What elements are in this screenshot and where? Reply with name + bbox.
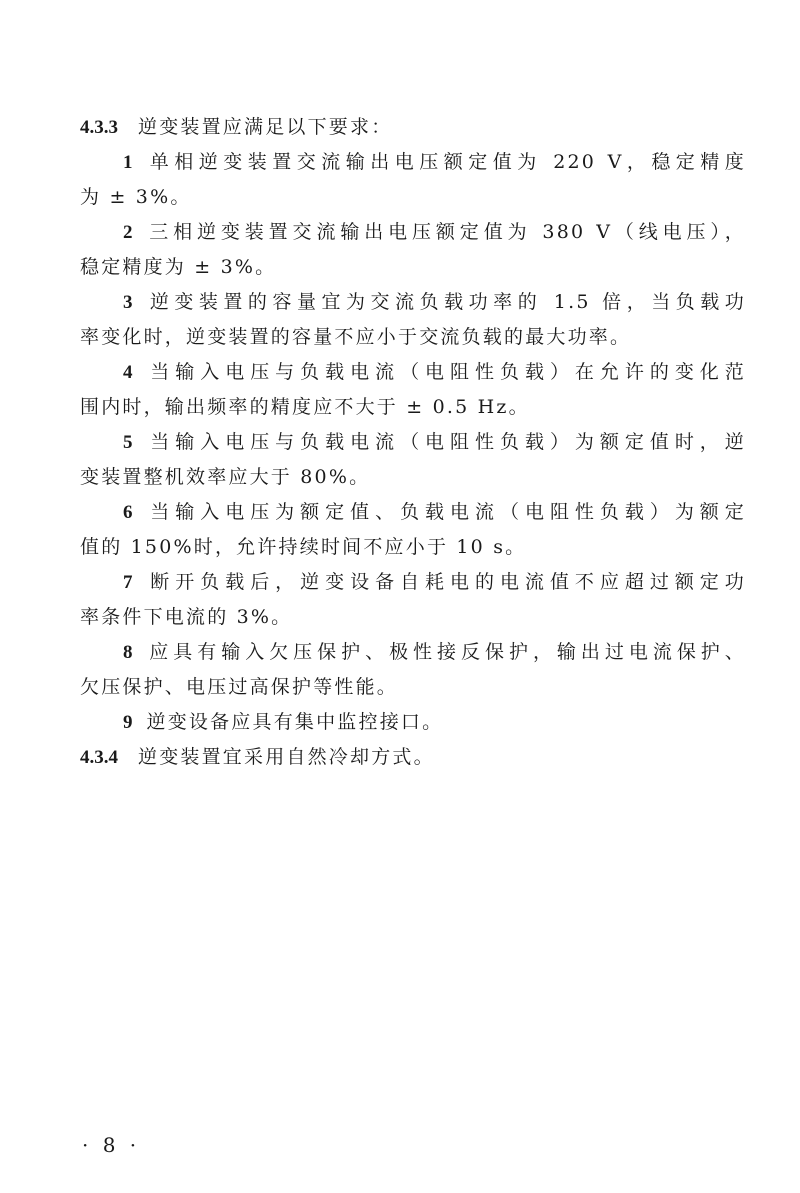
item-text: 率条件下电流的 3%。	[80, 606, 293, 628]
item-number: 9	[123, 712, 133, 733]
item-text: 三相逆变装置交流输出电压额定值为 380 V（线电压），	[146, 221, 746, 243]
item-text: 值的 150%时，允许持续时间不应小于 10 s。	[80, 536, 527, 558]
item-text: 单相逆变装置交流输出电压额定值为 220 V，稳定精度	[146, 151, 746, 173]
item-text: 为 ± 3%。	[80, 186, 192, 208]
item-text: 当输入电压与负载电流（电阻性负载）在允许的变化范	[146, 361, 746, 383]
item-text: 逆变装置的容量宜为交流负载功率的 1.5 倍，当负载功	[146, 291, 746, 313]
item-number: 2	[123, 222, 133, 243]
list-item-line	[80, 215, 746, 250]
list-item-line	[80, 425, 746, 460]
list-item-line	[80, 635, 746, 670]
section-4-3-3	[80, 110, 746, 145]
section-text: 逆变装置宜采用自然冷却方式。	[138, 746, 435, 768]
section-number: 4.3.4	[80, 747, 118, 768]
section-number: 4.3.3	[80, 117, 118, 138]
list-item-line	[80, 705, 746, 740]
list-item-line	[80, 530, 746, 565]
item-number: 6	[123, 502, 133, 523]
page-number: · 8 ·	[82, 1133, 141, 1157]
item-text: 变装置整机效率应大于 80%。	[80, 466, 371, 488]
list-item-line	[80, 670, 746, 705]
list-item-line	[80, 145, 746, 180]
item-number: 4	[123, 362, 133, 383]
item-number: 3	[123, 292, 133, 313]
item-text: 率变化时，逆变装置的容量不应小于交流负载的最大功率。	[80, 326, 632, 348]
item-number: 7	[123, 572, 133, 593]
list-item-line	[80, 320, 746, 355]
section-text: 逆变装置应满足以下要求：	[138, 116, 393, 138]
item-text: 逆变设备应具有集中监控接口。	[146, 711, 444, 733]
item-number: 5	[123, 432, 133, 453]
document-body	[80, 110, 746, 775]
list-item-line	[80, 250, 746, 285]
list-item-line	[80, 285, 746, 320]
list-item-line	[80, 600, 746, 635]
list-item-line	[80, 460, 746, 495]
item-text: 断开负载后，逆变设备自耗电的电流值不应超过额定功	[146, 571, 746, 593]
item-text: 当输入电压为额定值、负载电流（电阻性负载）为额定	[146, 501, 746, 523]
list-item-line	[80, 355, 746, 390]
list-item-line	[80, 565, 746, 600]
item-text: 应具有输入欠压保护、极性接反保护，输出过电流保护、	[146, 641, 746, 663]
item-text: 围内时，输出频率的精度应不大于 ± 0.5 Hz。	[80, 396, 530, 418]
item-text: 当输入电压与负载电流（电阻性负载）为额定值时，逆	[146, 431, 746, 453]
list-item-line	[80, 390, 746, 425]
section-4-3-4	[80, 740, 746, 775]
list-item-line	[80, 180, 746, 215]
item-number: 8	[123, 642, 133, 663]
item-text: 欠压保护、电压过高保护等性能。	[80, 676, 399, 698]
item-text: 稳定精度为 ± 3%。	[80, 256, 277, 278]
item-number: 1	[123, 152, 133, 173]
list-item-line	[80, 495, 746, 530]
